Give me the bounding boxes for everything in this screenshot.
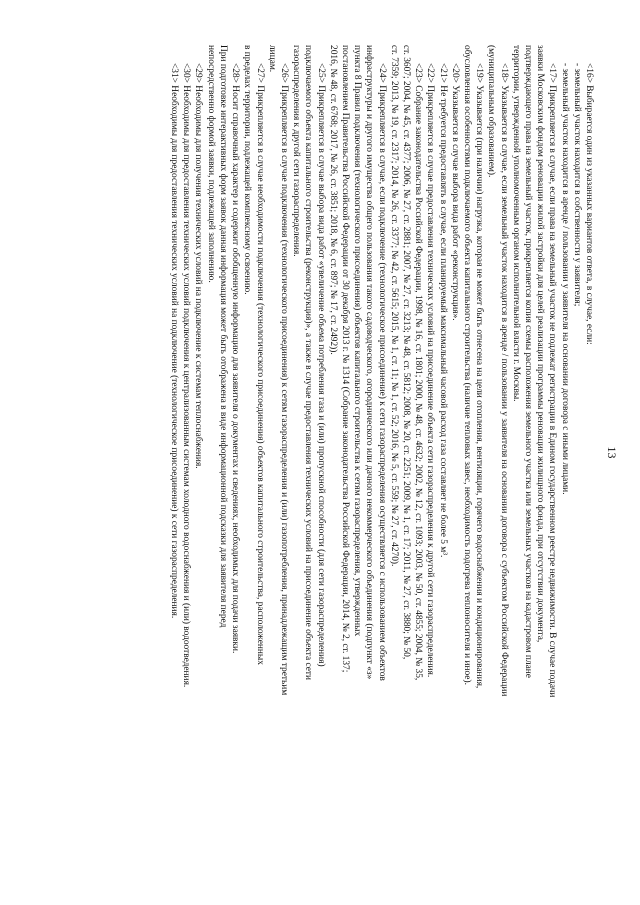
footnote-line: <25> Прикрепляется в случае выбора вида работ «увеличение объема потребления газа и (или) пропускной способности (для сети газораспределения): [315, 63, 326, 667]
footnote-line: <31> Необходимы для предоставления технических условий на подключение (технологическое присоединение) к сети газораспределения.: [169, 63, 180, 619]
footnote-line: <18> Указывается в случае, если земельный участок находится в аренде / пользовании у заявителя на основании договора с субъектом Российской Федерации: [498, 63, 509, 697]
footnote-line: - земельный участок находится в собственности у заявителя;: [571, 63, 582, 307]
footnote-line: - земельный участок находится в аренде / пользовании у заявителя на основании договора с иными лицами.: [559, 63, 570, 495]
footnote-line: подтверждающего права на земельный участок, прикрепляется копия схемы расположения земельного участка или земельных участков на кадастровом плане: [522, 45, 533, 678]
footnote-line: <28> Носит справочный характер и содержит обобщенную информацию для заявителя о документах и сведениях, необходимых для подачи заявки.: [230, 63, 241, 654]
footnote-line: <26> Прикрепляется в случае подключения (технологического присоединения) к сетям газораспределения и (или) газопотребления, принадлежащим третьим: [278, 63, 289, 696]
footnote-line: ст. 7359; 2013, № 19, ст. 2317; 2014, № 26, ст. 3377; № 42, ст. 5615; 2015, № 1, ст. 11; № 1, ст. 52; 2016, № 5, ст. 559; № 27, ст. 4270).: [388, 45, 399, 567]
footnote-line: <24> Прикрепляется в случае, если подключение (технологическое присоединение) к сети газораспределения осуществляется с использованием объектов: [376, 63, 387, 681]
footnote-line: лицам.: [266, 45, 277, 73]
footnote-line: непосредственно формой заявки, подлежащей заполнению.: [205, 45, 216, 283]
footnote-line: <22> Прикрепляется в случае предоставления технических условий на присоединение объекта сети газораспределения к другой сети газораспределения.: [425, 63, 436, 678]
footnote-line: (муниципальным образованием).: [486, 45, 497, 178]
footnote-line: <21> Не требуется предоставлять в случае, если планируемый максимальный часовой расход газа составляет не более 5 м³.: [437, 63, 448, 558]
footnote-line: <30> Необходимы для предоставления технических условий подключения к централизованным системам холодного водоснабжения и (или) водоотведения.: [181, 63, 192, 688]
page-number: 13: [605, 446, 619, 459]
footnote-line: <16> Выбирается один из указанных вариантов ответа, в случае, если:: [584, 63, 594, 345]
footnote-line: газораспределения к другой сети газораспределения.: [291, 45, 302, 257]
footnote-line: <20> Указывается в случае выбора вида работ «реконструкция».: [449, 63, 460, 321]
footnote-line: постановлением Правительства Российской Федерации от 30 декабря 2013 г. № 1314 (Собрание законодательства Российской Федерации, 2014, № 2, ст. 137;: [339, 45, 350, 673]
footnote-line: 2016, № 48, ст. 6768; 2017, № 26, ст. 3851; 2018, № 6, ст. 897; № 17, ст. 2492)).: [327, 45, 338, 355]
footnote-line: обусловленная особенностями подключаемого объекта капитального строительства (наличие тепловых завес, необходимость подогрева теплоносителя и иное).: [461, 45, 472, 685]
footnote-line: заявки Московским фондом реновации жилой застройки для целей реализации программы реновации жилищного фонда, при отсутствии документа,: [535, 45, 546, 643]
rotated-page-content: [5, 5, 635, 900]
footnote-line: инфраструктуры и другого имущества общего пользования такого садоводческого, огороднического или дачного некоммерческого объединения (подпункт «з»: [364, 45, 375, 680]
footnote-line: При подготовке интерактивных форм заявок данная информация может быть отображена в виде информационной подсказки для заявителя перед: [217, 45, 228, 628]
footnote-line: <17> Прикрепляется в случае, если права на земельный участок не подлежат регистрации в Едином государственном реестре недвижимости. В случае подачи: [547, 63, 558, 698]
footnote-line: <29> Необходимы для получения технических условий на подключение к системам теплоснабжения.: [193, 63, 204, 469]
footnotes-text: [15, 45, 595, 860]
footnote-line: подключаемого объекта капитального строительства (реконструкция)», а также в случае предоставления технических условий на присоединение объекта сети: [303, 45, 314, 681]
footnote-line: территории, утвержденной уполномоченным органом исполнительной власти г. Москвы.: [510, 45, 521, 402]
footnote-line: <27> Прикрепляется в случае необходимости подключения (технологического присоединения) объектов капитального строительства, расположенных: [254, 63, 265, 665]
footnote-line: ст. 3607; 2004, № 45, ст. 4377; 2006, № 27, ст. 2881; 2007, № 27, ст. 3213; № 48, ст. 5812; 2008, № 20, ст. 2251; 2009, № 1, ст. 17; 2011, № 27, ст. 3880; № 50,: [400, 45, 411, 660]
footnote-line: в пределах территории, подлежащей комплексному освоению.: [242, 45, 253, 295]
footnote-line: <19> Указывается (при наличии) нагрузка, которая не может быть отнесена на цели отопления, вентиляции, горячего водоснабжения и кондиционирования,: [474, 63, 485, 689]
footnote-line: пункта 8 Правил подключения (технологического присоединения) объектов капитального строительства к сетям газораспределения, утвержденных: [352, 45, 363, 637]
footnote-line: <23> Собрание законодательства Российской Федерации, 1998, № 16, ст. 1801; 2000, № 48, ст. 4632; 2002, № 12, ст. 1093; 2003, № 50, ст. 4855; 2004, № 35,: [413, 63, 424, 681]
